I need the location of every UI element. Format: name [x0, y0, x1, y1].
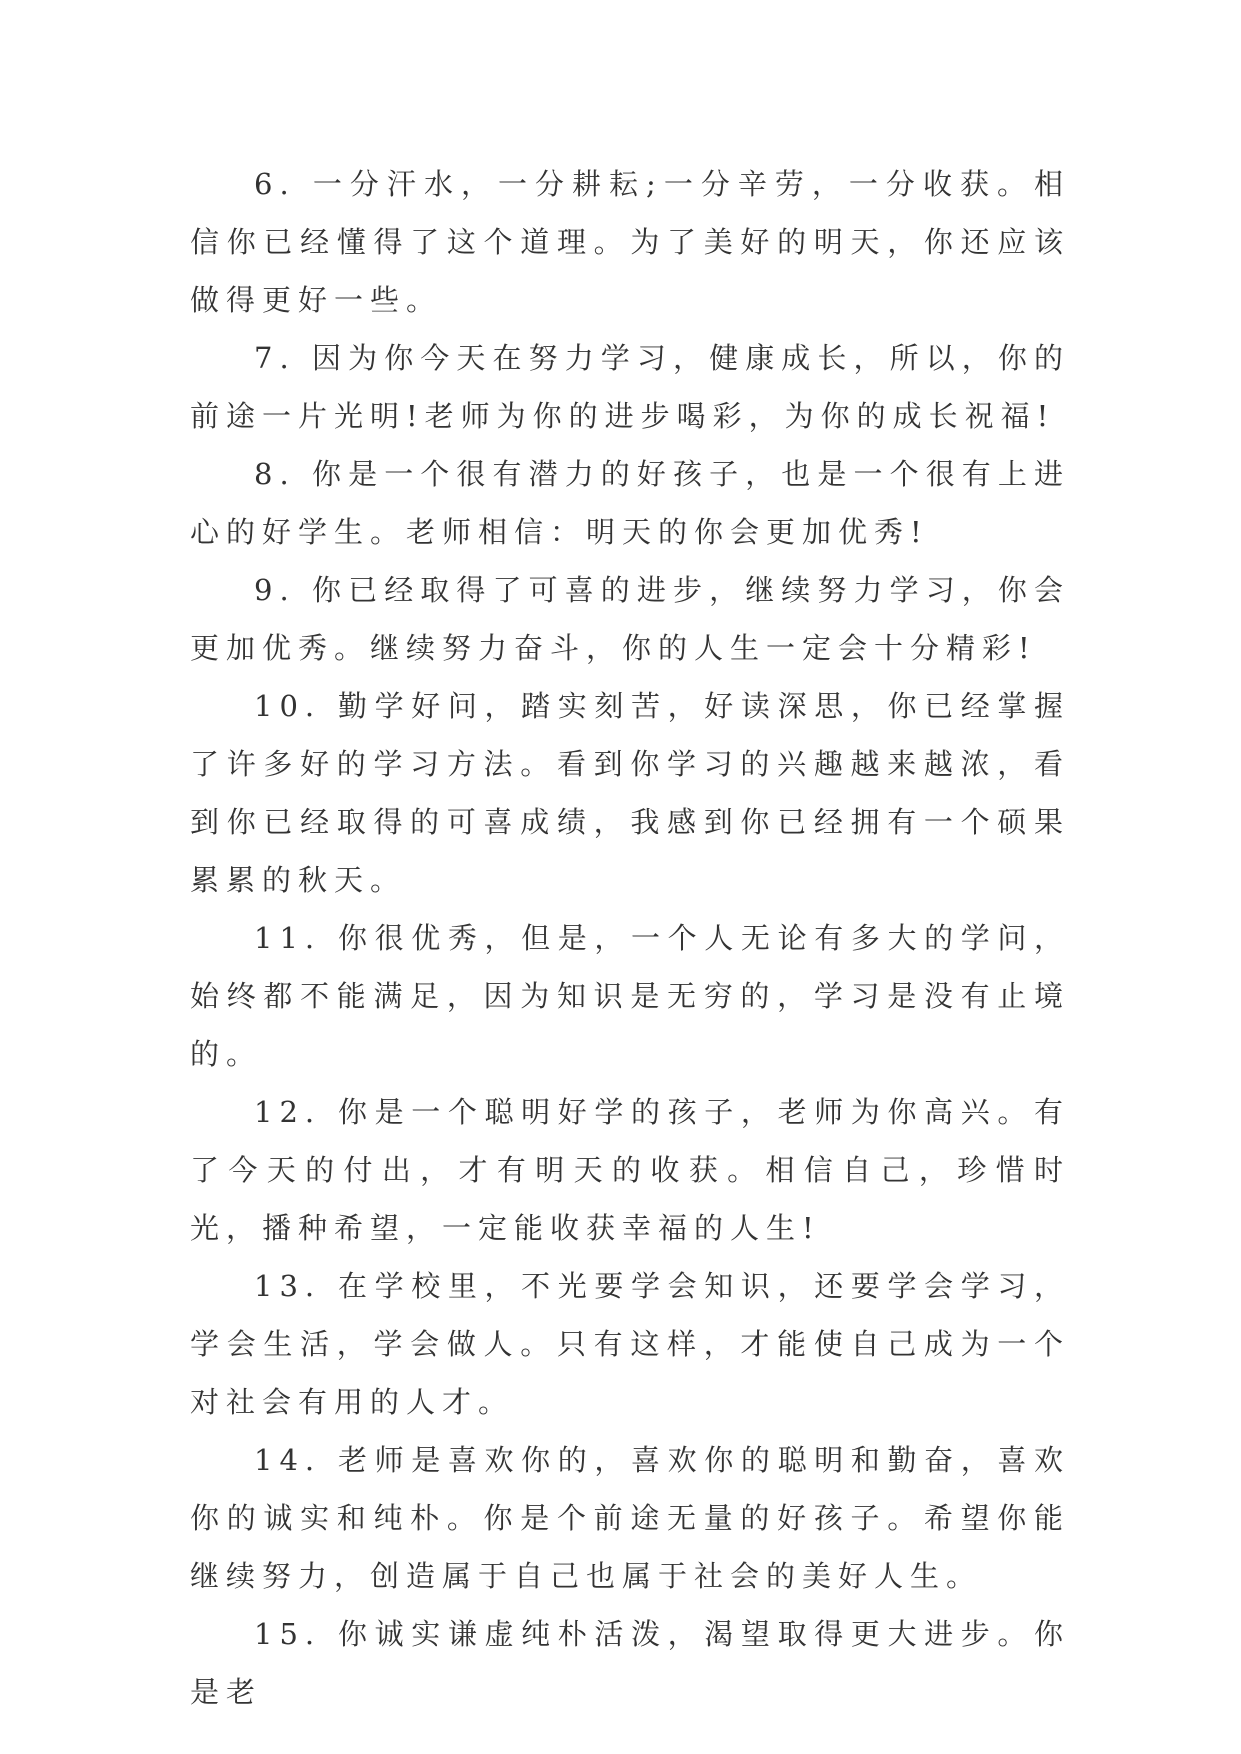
document-body: [190, 155, 1070, 1721]
paragraph-13: 13. 在学校里，不光要学会知识，还要学会学习，学会生活，学会做人。只有这样，才能使自己成为一个对社会有用的人才。: [190, 1269, 1070, 1419]
paragraph-9: 9. 你已经取得了可喜的进步，继续努力学习，你会更加优秀。继续努力奋斗，你的人生一定会十分精彩!: [190, 573, 1070, 665]
paragraph-8: 8. 你是一个很有潜力的好孩子，也是一个很有上进心的好学生。老师相信：明天的你会更加优秀!: [190, 457, 1070, 549]
paragraph-11: 11. 你很优秀，但是，一个人无论有多大的学问，始终都不能满足，因为知识是无穷的，学习是没有止境的。: [190, 921, 1070, 1071]
paragraph-15: 15. 你诚实谦虚纯朴活泼，渴望取得更大进步。你是老: [190, 1617, 1070, 1709]
paragraph-7: 7. 因为你今天在努力学习，健康成长，所以，你的前途一片光明!老师为你的进步喝彩，为你的成长祝福!: [190, 341, 1070, 433]
paragraph-12: 12. 你是一个聪明好学的孩子，老师为你高兴。有了今天的付出，才有明天的收获。相信自己，珍惜时光，播种希望，一定能收获幸福的人生!: [190, 1095, 1070, 1245]
paragraph-14: 14. 老师是喜欢你的，喜欢你的聪明和勤奋，喜欢你的诚实和纯朴。你是个前途无量的好孩子。希望你能继续努力，创造属于自己也属于社会的美好人生。: [190, 1443, 1070, 1593]
paragraph-10: 10. 勤学好问，踏实刻苦，好读深思，你已经掌握了许多好的学习方法。看到你学习的兴趣越来越浓，看到你已经取得的可喜成绩，我感到你已经拥有一个硕果累累的秋天。: [190, 689, 1070, 897]
paragraph-6: 6. 一分汗水，一分耕耘;一分辛劳，一分收获。相信你已经懂得了这个道理。为了美好的明天，你还应该做得更好一些。: [190, 167, 1070, 317]
